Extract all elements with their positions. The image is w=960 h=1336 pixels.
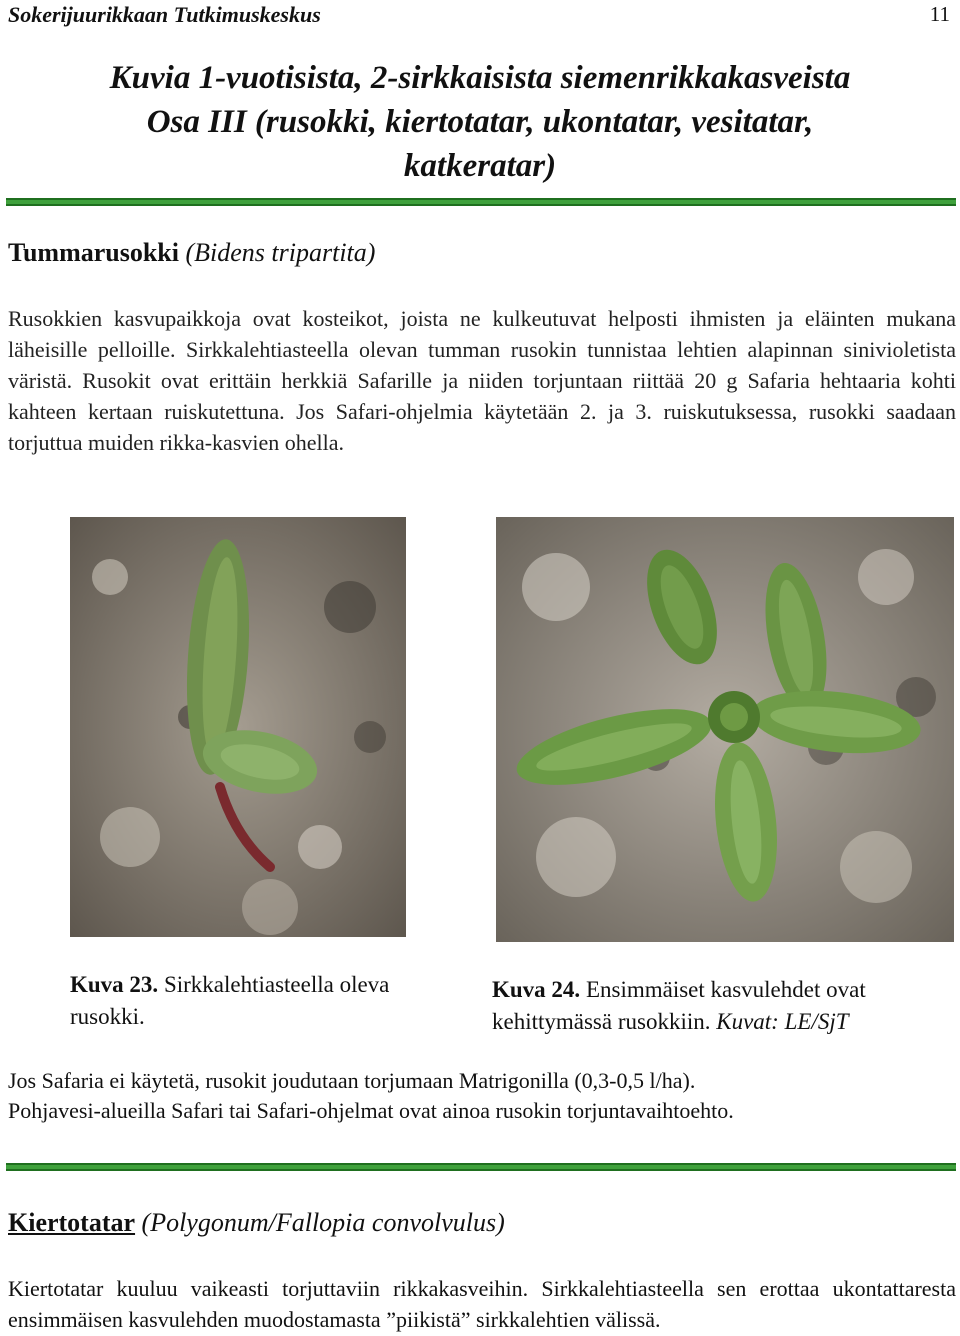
- figure-caption-24: [492, 974, 932, 1038]
- section-heading-tummarusokki: [8, 238, 375, 268]
- tummarusokki-paragraph: Rusokkien kasvupaikkoja ovat kosteikot, joista ne kulkeutuvat helposti ihmisten ja eläinten mukana läheisille pelloille. Sirkkalehtiasteella olevan tumman rusokin tunnistaa lehtien alapinnan sinivioletista väristä. Rusokit ovat erittäin herkkiä Safarille ja niiden torjuntaan riittää 20 g Safaria hehtaaria kohti kahteen kertaan ruiskutettuna. Jos Safari-ohjelmia käytetään 2. ja 3. ruiskutuksessa, rusokki saadaan torjuttua muiden rikka-kasvien ohella.: [8, 306, 956, 455]
- title-line-2: Osa III (rusokki, kiertotatar, ukontatar, vesitatar,: [146, 104, 814, 140]
- section-heading-kiertotatar: [8, 1208, 505, 1238]
- photo-rusokki-young-plant: [496, 517, 954, 942]
- figure-text-23: Sirkkalehtiasteella oleva rusokki.: [70, 972, 390, 1029]
- species-name: Tummarusokki: [8, 238, 179, 267]
- species-name: Kiertotatar: [8, 1208, 136, 1237]
- page-title: [0, 56, 960, 188]
- matrigon-note: [8, 1066, 956, 1126]
- note-line-2: Pohjavesi-alueilla Safari tai Safari-ohjelmat ovat ainoa rusokin torjuntavaihtoehto.: [8, 1098, 734, 1123]
- seedling-image: [70, 517, 406, 937]
- kiertotatar-paragraph: Kiertotatar kuuluu vaikeasti torjuttaviin rikkakasveihin. Sirkkalehtiasteella sen erottaa ukontattaresta ensimmäisen kasvulehden muodostamasta ”piikistä” sirkkalehtien välissä.: [8, 1276, 956, 1332]
- species-latin-name: (Bidens tripartita): [185, 238, 376, 267]
- note-line-1: Jos Safaria ei käytetä, rusokit joudutaan torjumaan Matrigonilla (0,3-0,5 l/ha).: [8, 1068, 696, 1093]
- page-number: 11: [929, 2, 950, 26]
- figure-label-24: Kuva 24.: [492, 977, 581, 1002]
- section-divider-bottom: [6, 1163, 956, 1171]
- figure-text-24: Ensimmäiset kasvulehdet ovat kehittymässä rusokkiin.: [492, 977, 866, 1034]
- running-header: Sokerijuurikkaan Tutkimuskeskus: [8, 2, 321, 27]
- figure-label-23: Kuva 23.: [70, 972, 159, 997]
- title-line-1: Kuvia 1-vuotisista, 2-sirkkaisista siemenrikkakasveista: [109, 60, 851, 96]
- photo-rusokki-seedling: [70, 517, 406, 937]
- species-latin-name: (Polygonum/Fallopia convolvulus): [141, 1208, 505, 1237]
- photo-credit: Kuvat: LE/SjT: [716, 1009, 849, 1034]
- title-line-3: katkeratar): [403, 148, 557, 184]
- young-plant-image: [496, 517, 954, 942]
- figure-caption-23: [70, 969, 460, 1033]
- section-divider-top: [6, 198, 956, 206]
